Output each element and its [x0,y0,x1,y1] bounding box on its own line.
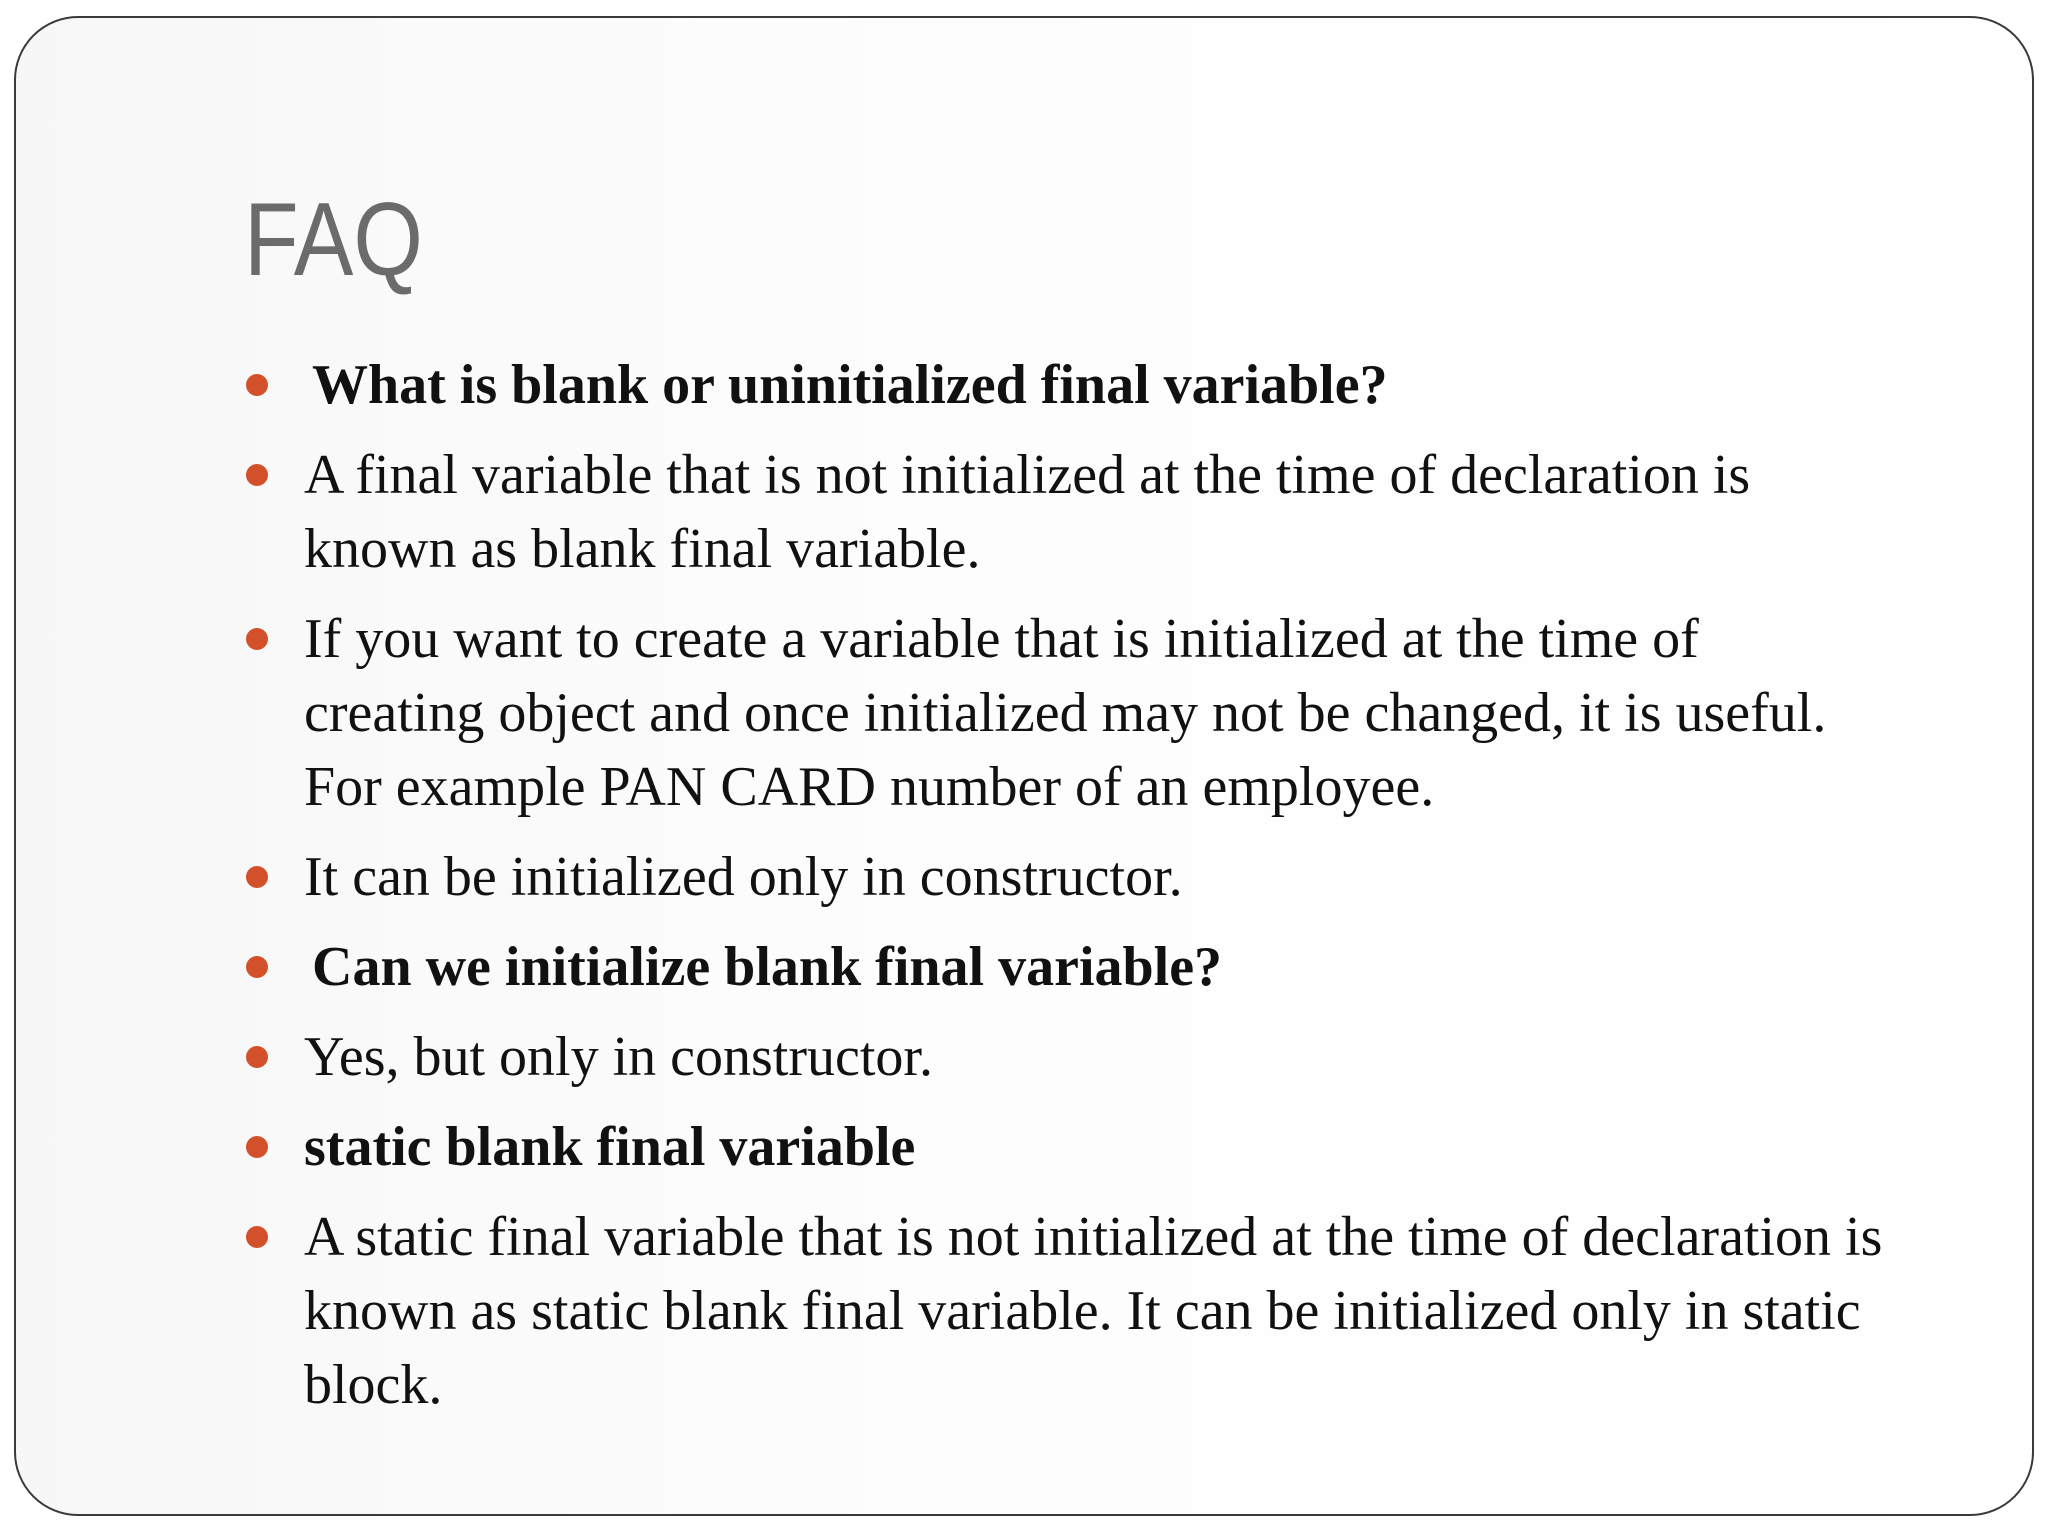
bullet-item-static-definition [244,1200,1884,1422]
bullet-text: If you want to create a variable that is initialized at the time of creating object and once initialized may not be changed, it is useful. For example PAN CARD number of an employee. [304,608,1827,818]
bullet-item-constructor-only [244,840,1884,914]
bullet-item-question-initialize [244,930,1884,1004]
bullet-dot-icon [246,956,268,978]
bullet-dot-icon [246,1046,268,1068]
slide-title: FAQ [244,182,423,298]
bullet-text: A final variable that is not initialized at the time of declaration is known as blank final variable. [304,444,1751,580]
bullet-dot-icon [246,464,268,486]
bullet-text: A static final variable that is not initialized at the time of declaration is known as static blank final variable. It can be initialized only in static block. [304,1206,1883,1416]
bullet-item-answer [244,1020,1884,1094]
bullet-dot-icon [246,1136,268,1158]
slide [14,16,2034,1516]
bullet-text: Yes, but only in constructor. [304,1026,933,1088]
bullet-text: Can we initialize blank final variable? [312,936,1223,998]
bullet-text: It can be initialized only in constructor. [304,846,1183,908]
bullet-item-use-case [244,602,1884,824]
bullet-dot-icon [246,1226,268,1248]
bullet-item-static-heading [244,1110,1884,1184]
bullet-list [244,348,1884,1438]
bullet-text: What is blank or uninitialized final variable? [312,354,1388,416]
bullet-item-question-blank-final [244,348,1884,422]
bullet-text: static blank final variable [304,1116,916,1178]
bullet-dot-icon [246,866,268,888]
bullet-dot-icon [246,628,268,650]
bullet-item-definition [244,438,1884,586]
bullet-dot-icon [246,374,268,396]
